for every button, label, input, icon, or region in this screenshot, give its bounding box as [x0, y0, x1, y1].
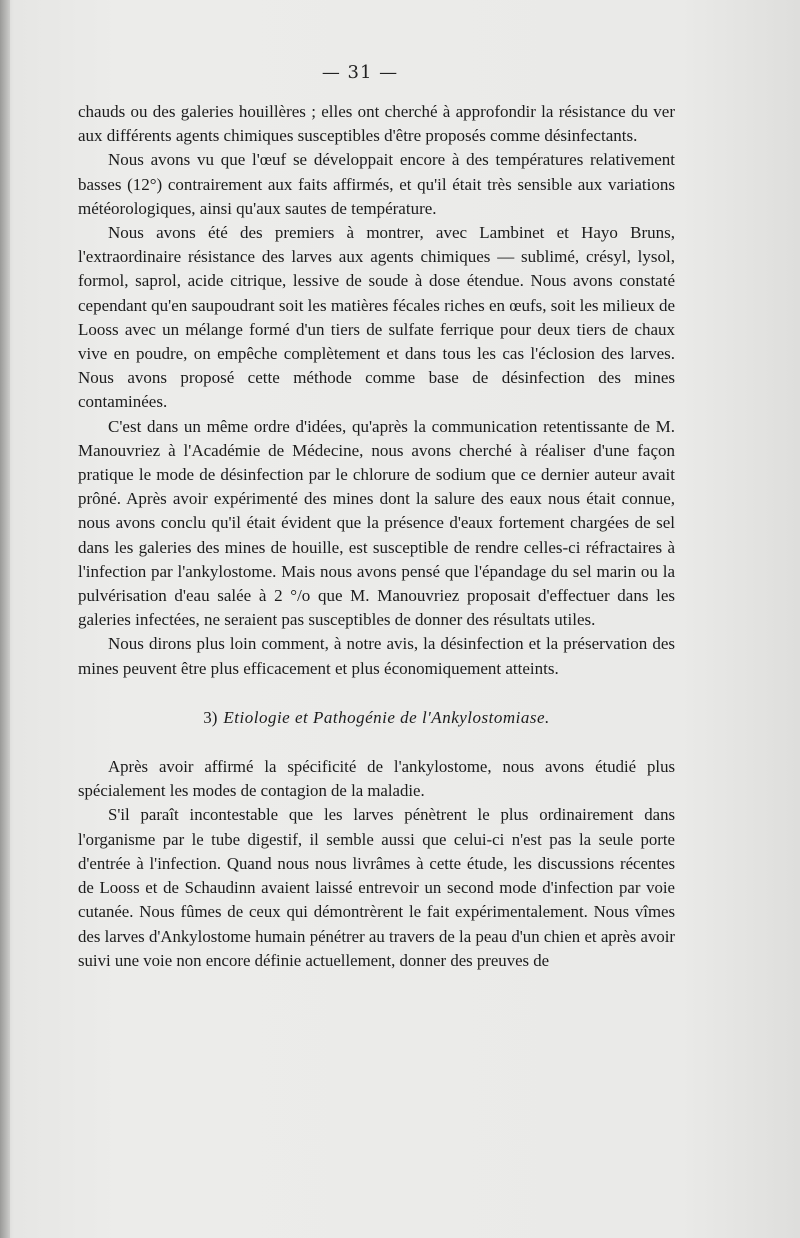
paragraph-egg-temperature: Nous avons vu que l'œuf se développait encore à des températures relativement basses (12°) contrairement aux faits affirmés, et qu'il était très sensible aux variations météorologiques, ainsi qu'aux sautes de température.	[78, 150, 675, 218]
paragraph-larvae-resistance: Nous avons été des premiers à montrer, avec Lambinet et Hayo Bruns, l'extraordinaire résistance des larves aux agents chimiques — sublimé, crésyl, lysol, formol, saprol, acide citrique, lessive de soude à dose étendue. Nous avons constaté cependant qu'en saupoudrant soit les matières fécales riches en œufs, soit les milieux de Looss avec un mélange formé d'un tiers de sulfate ferrique pour deux tiers de chaux vive en poudre, on empêche complètement et dans tous les cas l'éclosion des larves. Nous avons proposé cette méthode comme base de désinfection des mines contaminées.	[78, 223, 675, 412]
paragraph-mine-preservation: Nous dirons plus loin comment, à notre avis, la désinfection et la préservation des mines peuvent être plus efficacement et plus économiquement atteints.	[78, 634, 675, 678]
page-number: — 31 —	[321, 62, 399, 83]
paragraph-sodium-chloride: C'est dans un même ordre d'idées, qu'après la communication retentissante de M. Manouvriez à l'Académie de Médecine, nous avons cherché à réaliser d'une façon pratique le mode de désinfection par le chlorure de sodium que ce dernier auteur avait prôné. Après avoir expérimenté des mines dont la salure des eaux nous était connue, nous avons conclu qu'il était évident que la présence d'eaux fortement chargées de sel dans les galeries des mines de houille, est susceptible de rendre celles-ci réfractaires à l'infection par l'ankylostome. Mais nous avons pensé que l'épandage du sel marin ou la pulvérisation d'eau salée à 2 °/o que M. Manouvriez proposait d'effectuer dans les galeries infectées, ne seraient pas susceptibles de donner des résultats utiles.	[78, 416, 675, 630]
page-binding-edge	[0, 0, 10, 1238]
paragraph-specificity: Après avoir affirmé la spécificité de l'ankylostome, nous avons étudié plus spécialement les modes de contagion de la maladie.	[78, 757, 675, 801]
section-title: Etiologie et Pathogénie de l'Ankylostomiase.	[223, 707, 550, 727]
paragraph-cutaneous-infection: S'il paraît incontestable que les larves pénètrent le plus ordinairement dans l'organisme par le tube digestif, il semble aussi que celui-ci n'est pas la seule porte d'entrée à l'infection. Quand nous nous livrâmes à cette étude, les discussions récentes de Looss et de Schaudinn avaient laissé entrevoir un second mode d'infection par voie cutanée. Nous fûmes de ceux qui démontrèrent le fait expérimentalement. Nous vîmes des larves d'Ankylostome humain pénétrer au travers de la peau d'un chien et après avoir suivi une voie non encore définie actuellement, donner des preuves de	[78, 805, 675, 970]
section-body	[78, 755, 675, 973]
section-number: 3)	[203, 707, 218, 727]
paragraph-continuation: chauds ou des galeries houillères ; elles ont cherché à approfondir la résistance du ver aux différents agents chimiques susceptibles d'être proposés comme désinfectants.	[78, 102, 675, 146]
section-heading	[78, 706, 675, 730]
text-body	[78, 100, 675, 973]
